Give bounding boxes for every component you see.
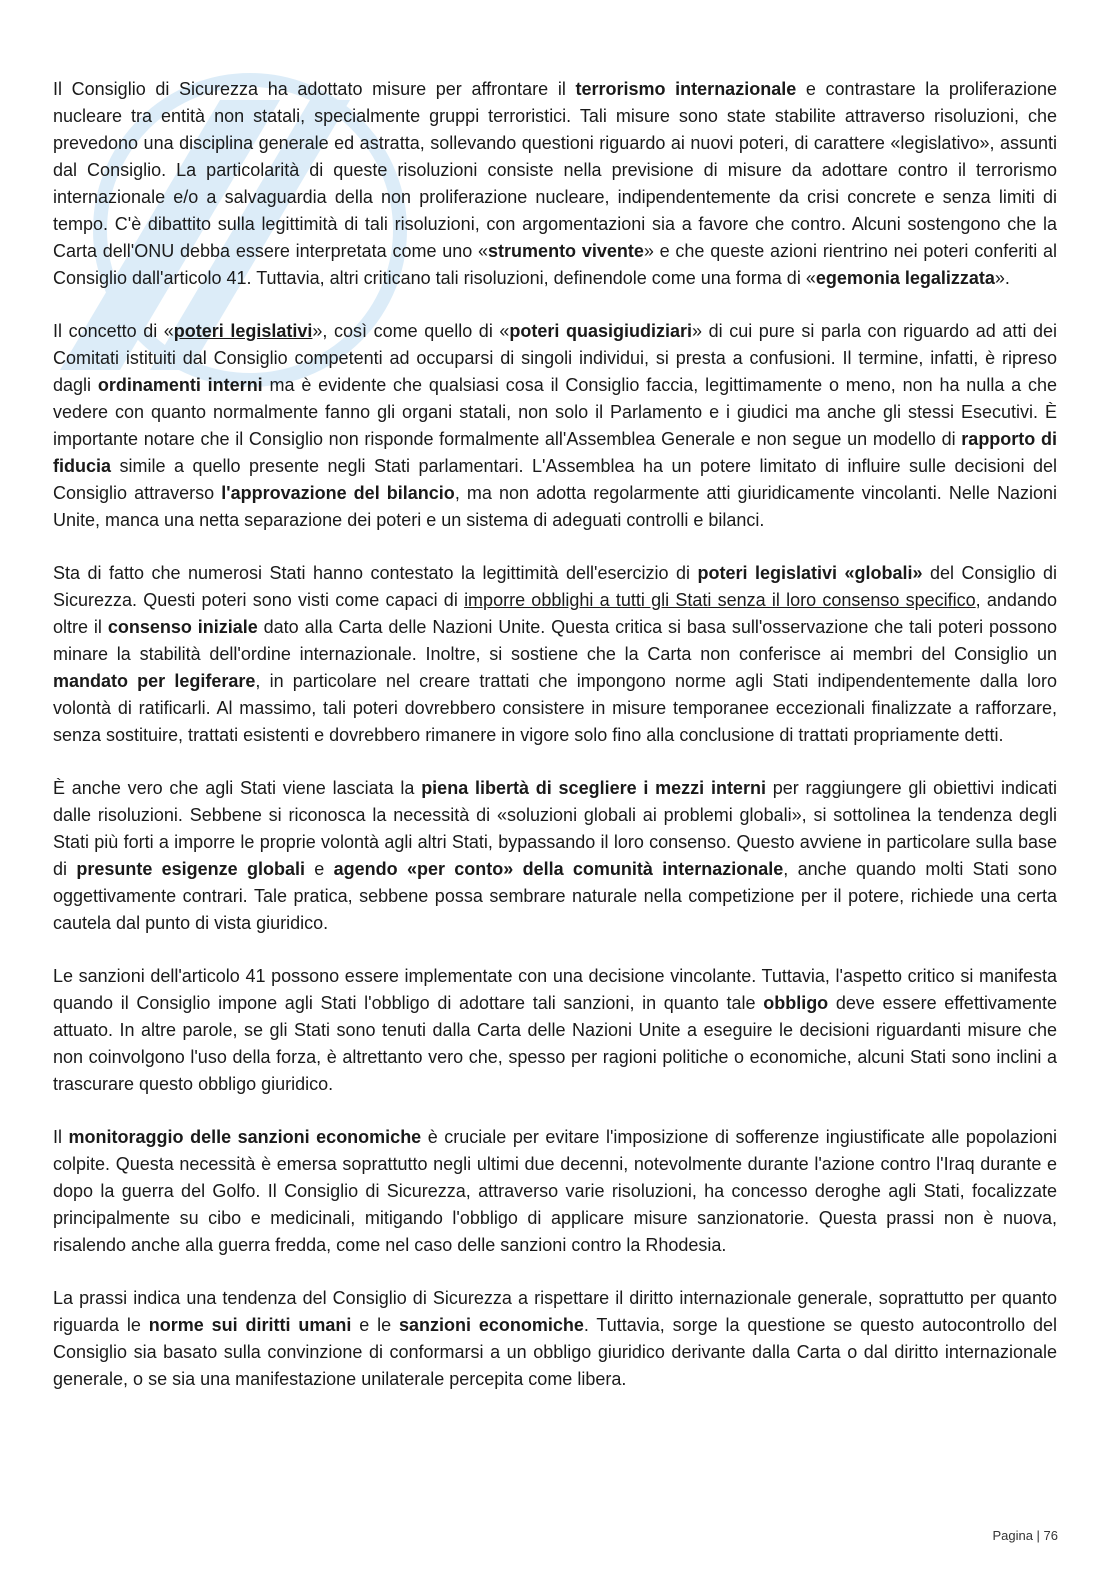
bold-text: obbligo xyxy=(763,993,829,1013)
text-run: e contrastare la proliferazione nucleare tra entità non statali, specialmente gruppi terroristici. Tali misure sono state stabilite attraverso risoluzioni, che prevedono una disciplina generale ed astratta, sollevando questioni riguardo ai nuovi poteri, di carattere «legislativo», assunti dal Consiglio. La particolarità di queste risoluzioni consiste nella previsione di misure da adottare contro il terrorismo internazionale e/o a salvaguardia della non proliferazione nucleare, indipendentemente da crisi concrete e senza limiti di tempo. C'è dibattito sulla legittimità di tali risoluzioni, con argomentazioni sia a favore che contro. Alcuni sostengono che la Carta dell'ONU debba essere interpretata come uno « xyxy=(53,79,1057,261)
text-run: È anche vero che agli Stati viene lasciata la xyxy=(53,778,422,798)
text-run: per raggiungere gli obiettivi indicati dalle risoluzioni. Sebbene si riconosca la necessità di «soluzioni globali ai problemi globali», si sottolinea la tendenza degli Stati più forti a imporre le proprie volontà agli altri Stati, bypassando il loro consenso. Questo avviene in particolare sulla base di xyxy=(53,778,1057,879)
paragraph xyxy=(53,560,1057,749)
paragraph xyxy=(53,318,1057,534)
bold-text: presunte esigenze globali xyxy=(76,859,305,879)
text-run: La prassi indica una tendenza del Consiglio di Sicurezza a rispettare il diritto internazionale generale, soprattutto per quanto riguarda le xyxy=(53,1288,1057,1335)
text-run: » di cui pure si parla con riguardo ad atti dei Comitati istituiti dal Consiglio competenti ad occuparsi di singoli individui, si presta a confusioni. Il termine, infatti, è ripreso dagli xyxy=(53,321,1057,395)
text-run: . Tuttavia, sorge la questione se questo autocontrollo del Consiglio sia basato sulla convinzione di conformarsi a un obbligo giuridico derivante dalla Carta o dal diritto internazionale generale, o se sia una manifestazione unilaterale percepita come libera. xyxy=(53,1315,1057,1389)
text-run: dato alla Carta delle Nazioni Unite. Questa critica si basa sull'osservazione che tali poteri possono minare la stabilità dell'ordine internazionale. Inoltre, si sostiene che la Carta non conferisce ai membri del Consiglio un xyxy=(53,617,1058,664)
bold-text: rapporto di fiducia xyxy=(53,429,1057,476)
text-run: del Consiglio di Sicurezza. Questi poteri sono visti come capaci di xyxy=(53,563,1057,610)
bold-text: strumento vivente xyxy=(488,241,644,261)
bold-text: consenso iniziale xyxy=(107,617,258,637)
text-run: Il concetto di « xyxy=(53,321,174,341)
text-run: ». xyxy=(994,268,1010,288)
paragraph xyxy=(53,963,1057,1098)
bold-text: norme sui diritti umani xyxy=(148,1315,352,1335)
text-run: Sta di fatto che numerosi Stati hanno contestato la legittimità dell'esercizio di xyxy=(53,563,698,583)
text-run: », così come quello di « xyxy=(312,321,510,341)
text-run: , ma non adotta regolarmente atti giuridicamente vincolanti. Nelle Nazioni Unite, manca una netta separazione dei poteri e un sistema di adeguati controlli e bilanci. xyxy=(53,483,1058,530)
bold-text: terrorismo internazionale xyxy=(575,79,797,99)
bold-text: piena libertà di scegliere i mezzi interni xyxy=(421,778,766,798)
text-run: Le sanzioni dell'articolo 41 possono essere implementate con una decisione vincolante. Tuttavia, l'aspetto critico si manifesta quando il Consiglio impone agli Stati l'obbligo di adottare tali sanzioni, in quanto tale xyxy=(53,966,1057,1013)
text-run: è cruciale per evitare l'imposizione di sofferenze ingiustificate alle popolazioni colpite. Questa necessità è emersa soprattutto negli ultimi due decenni, notevolmente durante l'azione contro l'Iraq durante e dopo la guerra del Golfo. Il Consiglio di Sicurezza, attraverso varie risoluzioni, ha concesso deroghe agli Stati, focalizzate principalmente su cibo e medicinali, mitigando l'obbligo di applicare misure sanzionatorie. Questa prassi non è nuova, risalendo anche alla guerra fredda, come nel caso delle sanzioni contro la Rhodesia. xyxy=(53,1127,1057,1255)
paragraph xyxy=(53,1285,1057,1393)
paragraph xyxy=(53,76,1057,292)
underlined-text: imporre obblighi a tutti gli Stati senza il loro consenso specifico xyxy=(464,590,976,610)
bold-text: sanzioni economiche xyxy=(398,1315,584,1335)
bold-text: poteri legislativi xyxy=(173,321,313,341)
text-run: , anche quando molti Stati sono oggettivamente contrari. Tale pratica, sebbene possa sembrare naturale nella competizione per il potere, richiede una certa cautela dal punto di vista giuridico. xyxy=(53,859,1057,933)
text-run: , andando oltre il xyxy=(53,590,1057,637)
text-run: » e che queste azioni rientrino nei poteri conferiti al Consiglio dall'articolo 41. Tuttavia, altri criticano tali risoluzioni, definendole come una forma di « xyxy=(53,241,1057,288)
text-run: , in particolare nel creare trattati che impongono norme agli Stati indipendentemente dalla loro volontà di ratificarli. Al massimo, tali poteri dovrebbero consistere in misure temporanee eccezionali finalizzate a rafforzare, senza sostituire, trattati esistenti e dovrebbero rimanere in vigore solo fino alla conclusione di trattati propriamente detti. xyxy=(53,671,1057,745)
text-run: Il Consiglio di Sicurezza ha adottato misure per affrontare il xyxy=(53,79,576,99)
bold-text: mandato per legiferare xyxy=(53,671,256,691)
text-run: simile a quello presente negli Stati parlamentari. L'Assemblea ha un potere limitato di influire sulle decisioni del Consiglio attraverso xyxy=(53,456,1057,503)
bold-text: egemonia legalizzata xyxy=(815,268,995,288)
document-body xyxy=(53,76,1057,1419)
text-run: deve essere effettivamente attuato. In altre parole, se gli Stati sono tenuti dalla Carta delle Nazioni Unite a eseguire le decisioni riguardanti misure che non coinvolgono l'uso della forza, è altrettanto vero che, spesso per ragioni politiche o economiche, alcuni Stati sono inclini a trascurare questo obbligo giuridico. xyxy=(53,993,1057,1094)
bold-text: poteri legislativi «globali» xyxy=(697,563,923,583)
text-run: e le xyxy=(351,1315,399,1335)
text-run: ma è evidente che qualsiasi cosa il Consiglio faccia, legittimamente o meno, non ha nulla a che vedere con quanto normalmente fanno gli organi statali, non solo il Parlamento e i giudici ma anche gli stessi Esecutivi. È importante notare che il Consiglio non risponde formalmente all'Assemblea Generale e non segue un modello di xyxy=(53,375,1058,449)
bold-text: agendo «per conto» della comunità internazionale xyxy=(333,859,784,879)
bold-text: monitoraggio delle sanzioni economiche xyxy=(68,1127,422,1147)
bold-text: l'approvazione del bilancio xyxy=(221,483,455,503)
bold-text: ordinamenti interni xyxy=(97,375,263,395)
text-run: Il xyxy=(53,1127,69,1147)
paragraph xyxy=(53,775,1057,937)
page-number: Pagina | 76 xyxy=(992,1528,1058,1543)
paragraph xyxy=(53,1124,1057,1259)
bold-text: poteri quasigiudiziari xyxy=(509,321,693,341)
text-run: e xyxy=(305,859,334,879)
